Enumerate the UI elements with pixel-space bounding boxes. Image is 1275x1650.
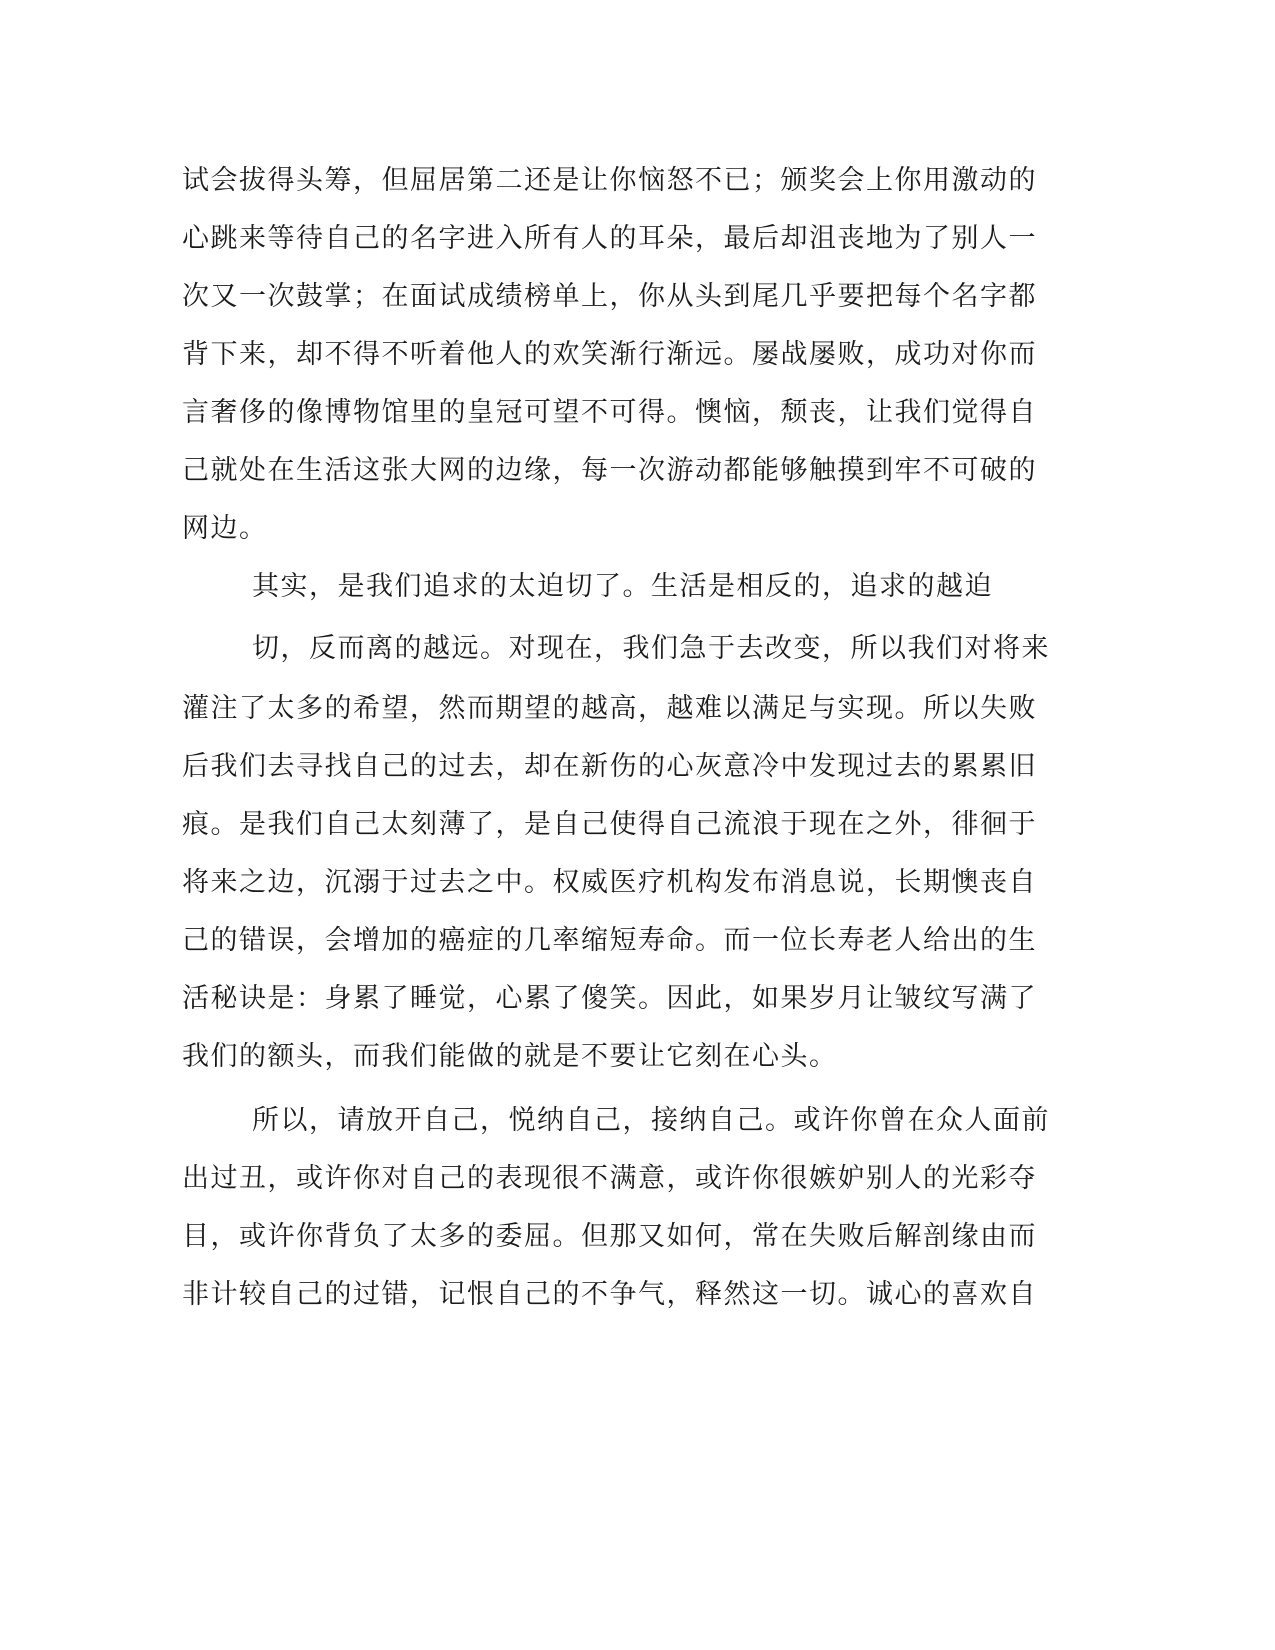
text-line: 出过丑，或许你对自己的表现很不满意，或许你很嫉妒别人的光彩夺 bbox=[182, 1163, 1037, 1194]
text-line: 网边。 bbox=[182, 513, 268, 544]
paragraph-first-line: 其实，是我们追求的太迫切了。生活是相反的，追求的越迫 bbox=[252, 571, 993, 602]
text-line: 试会拔得头筹，但屈居第二还是让你恼怒不已；颁奖会上你用激动的 bbox=[182, 165, 1037, 196]
paragraph-first-line: 所以，请放开自己，悦纳自己，接纳自己。或许你曾在众人面前 bbox=[252, 1105, 1050, 1136]
text-line: 己就处在生活这张大网的边缘，每一次游动都能够触摸到牢不可破的 bbox=[182, 455, 1037, 486]
text-line: 我们的额头，而我们能做的就是不要让它刻在心头。 bbox=[182, 1041, 838, 1072]
text-line: 后我们去寻找自己的过去，却在新伤的心灰意冷中发现过去的累累旧 bbox=[182, 751, 1037, 782]
text-line: 非计较自己的过错，记恨自己的不争气，释然这一切。诚心的喜欢自 bbox=[182, 1279, 1037, 1310]
text-line: 灌注了太多的希望，然而期望的越高，越难以满足与实现。所以失败 bbox=[182, 693, 1037, 724]
text-line: 背下来，却不得不听着他人的欢笑渐行渐远。屡战屡败，成功对你而 bbox=[182, 339, 1037, 370]
text-line: 切，反而离的越远。对现在，我们急于去改变，所以我们对将来 bbox=[252, 633, 1050, 664]
text-line: 目，或许你背负了太多的委屈。但那又如何，常在失败后解剖缘由而 bbox=[182, 1221, 1037, 1252]
text-line: 将来之边，沉溺于过去之中。权威医疗机构发布消息说，长期懊丧自 bbox=[182, 867, 1037, 898]
text-line: 活秘诀是：身累了睡觉，心累了傻笑。因此，如果岁月让皱纹写满了 bbox=[182, 983, 1037, 1014]
text-line: 痕。是我们自己太刻薄了，是自己使得自己流浪于现在之外，徘徊于 bbox=[182, 809, 1037, 840]
text-line: 言奢侈的像博物馆里的皇冠可望不可得。懊恼，颓丧，让我们觉得自 bbox=[182, 397, 1037, 428]
text-line: 己的错误，会增加的癌症的几率缩短寿命。而一位长寿老人给出的生 bbox=[182, 925, 1037, 956]
text-line: 次又一次鼓掌；在面试成绩榜单上，你从头到尾几乎要把每个名字都 bbox=[182, 281, 1037, 312]
text-line: 心跳来等待自己的名字进入所有人的耳朵，最后却沮丧地为了别人一 bbox=[182, 223, 1037, 254]
